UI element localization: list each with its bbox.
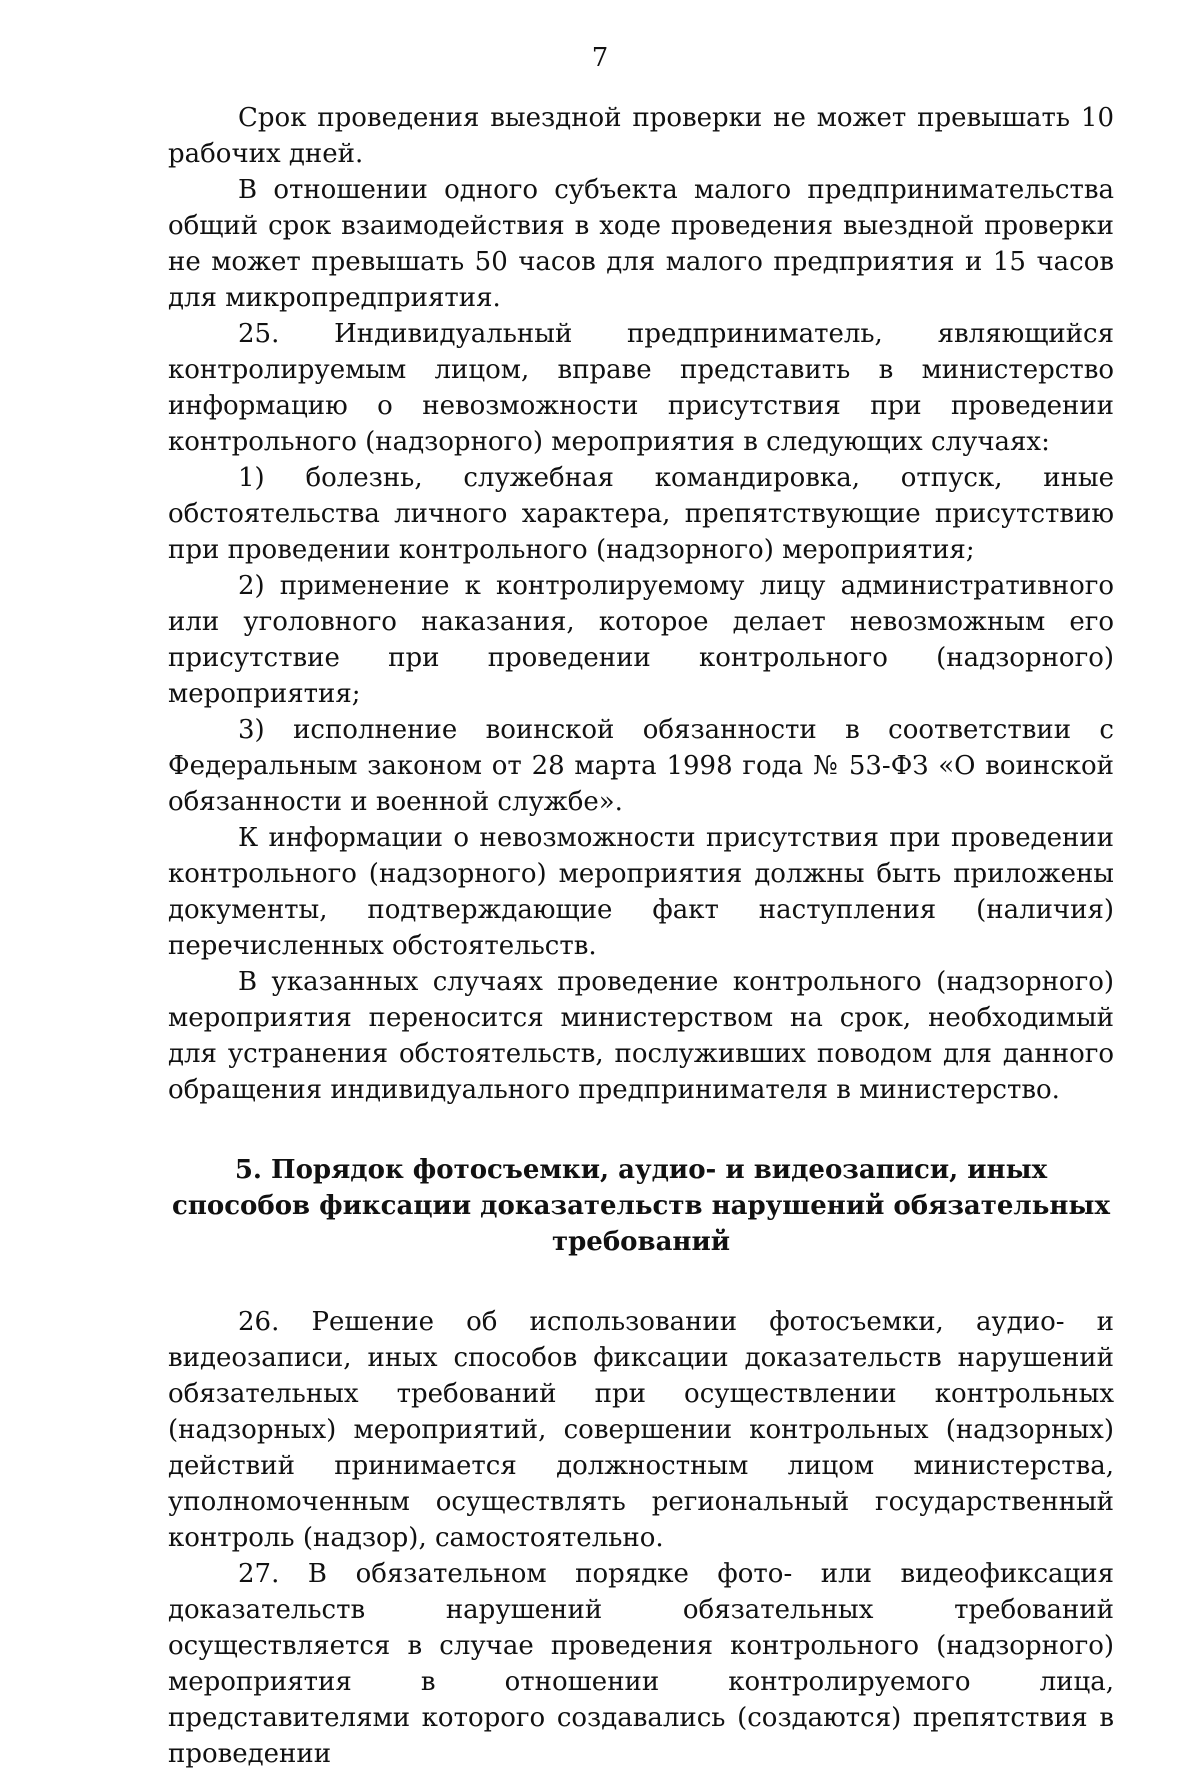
list-item-1: 1) болезнь, служебная командировка, отпуск, иные обстоятельства личного характера, препятствующие присутствию при проведении контрольного (надзорного) мероприятия; xyxy=(168,463,1114,565)
page-number: 7 xyxy=(591,43,609,73)
paragraph-27: 27. В обязательном порядке фото- или видеофиксация доказательств нарушений обязательных требований осуществляется в случае проведения контрольного (надзорного) мероприятия в отношении контролируемого лица, представителями которого создавались (создаются) препятствия в проведении xyxy=(168,1559,1114,1769)
paragraph-documents: К информации о невозможности присутствия при проведении контрольного (надзорного) мероприятия должны быть приложены документы, подтверждающие факт наступления (наличия) перечисленных обстоятельств. xyxy=(168,823,1114,961)
paragraph-small-business-limit: В отношении одного субъекта малого предпринимательства общий срок взаимодействия в ходе проведения выездной проверки не может превышать 50 часов для малого предприятия и 15 часов для микропредприятия. xyxy=(168,175,1114,313)
list-item-3: 3) исполнение воинской обязанности в соответствии с Федеральным законом от 28 марта 1998 года № 53-ФЗ «О воинской обязанности и военной службе». xyxy=(168,715,1114,817)
list-item-2: 2) применение к контролируемому лицу административного или уголовного наказания, которое делает невозможным его присутствие при проведении контрольного (надзорного) мероприятия; xyxy=(168,571,1114,709)
paragraph-inspection-term: Срок проведения выездной проверки не может превышать 10 рабочих дней. xyxy=(168,103,1114,169)
section-heading: 5. Порядок фотосъемки, аудио- и видеозаписи, иных способов фиксации доказательств нарушений обязательных требований xyxy=(171,1155,1110,1257)
paragraph-25: 25. Индивидуальный предприниматель, являющийся контролируемым лицом, вправе представить в министерство информацию о невозможности присутствия при проведении контрольного (надзорного) мероприятия в следующих случаях: xyxy=(168,319,1114,457)
paragraph-postponement: В указанных случаях проведение контрольного (надзорного) мероприятия переносится министерством на срок, необходимый для устранения обстоятельств, послуживших поводом для данного обращения индивидуального предпринимателя в министерство. xyxy=(168,967,1114,1105)
paragraph-26: 26. Решение об использовании фотосъемки, аудио- и видеозаписи, иных способов фиксации доказательств нарушений обязательных требований при осуществлении контрольных (надзорных) мероприятий, совершении контрольных (надзорных) действий принимается должностным лицом министерства, уполномоченным осуществлять региональный государственный контроль (надзор), самостоятельно. xyxy=(168,1307,1114,1553)
document-body xyxy=(168,100,1114,1772)
